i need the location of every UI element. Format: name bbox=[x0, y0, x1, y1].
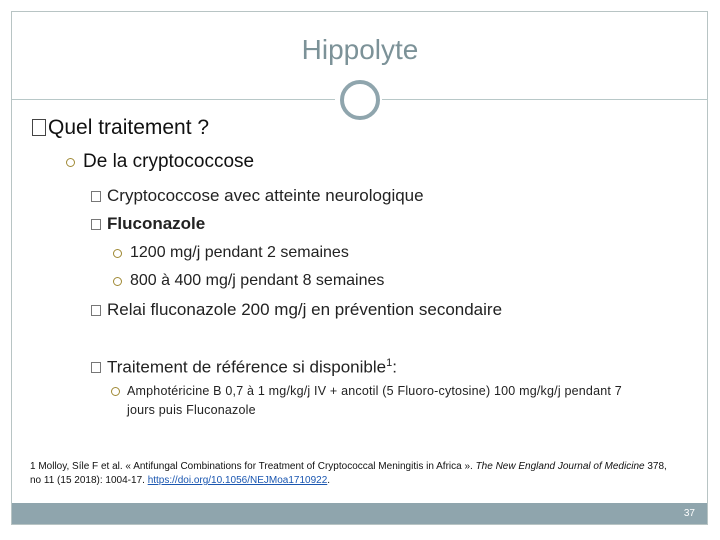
topic-text: De la cryptococcose bbox=[83, 151, 255, 172]
list-item-dose-2 bbox=[113, 272, 384, 290]
title-divider-left bbox=[12, 99, 335, 100]
relay-text: Relai fluconazole 200 mg/j en prévention secondaire bbox=[107, 300, 503, 319]
ring-bullet-icon bbox=[66, 158, 75, 167]
square-bullet-icon bbox=[91, 362, 101, 373]
footnote-text-a: 1 Molloy, Síle F et al. « Antifungal Combinations for Treatment of Cryptococcal Meningitis in Africa ». bbox=[30, 461, 476, 472]
square-bullet-icon bbox=[91, 305, 101, 316]
doi-link[interactable]: https://doi.org/10.1056/NEJMoa1710922 bbox=[147, 475, 328, 486]
footer-bar bbox=[12, 503, 707, 524]
ring-bullet-icon bbox=[113, 277, 122, 286]
footnote bbox=[30, 460, 680, 488]
dose2-text: 800 à 400 mg/j pendant 8 semaines bbox=[130, 272, 385, 289]
fluconazole-text: Fluconazole bbox=[107, 214, 206, 233]
reference-superscript: 1 bbox=[386, 357, 393, 369]
ring-bullet-icon bbox=[111, 387, 120, 396]
cns-text: Cryptococcose avec atteinte neurologique bbox=[107, 186, 424, 205]
reference-detail: Amphotéricine B 0,7 à 1 mg/kg/j IV + ancotil (5 Fluoro-cytosine) 100 mg/kg/j pendant 7 jours puis Fluconazole bbox=[127, 384, 622, 417]
page-number: 37 bbox=[683, 508, 695, 519]
reference-text bbox=[107, 357, 397, 378]
square-bullet-icon bbox=[91, 191, 101, 202]
footnote-journal: The New England Journal of Medicine bbox=[475, 461, 645, 472]
dose1-text: 1200 mg/j pendant 2 semaines bbox=[130, 244, 349, 261]
footnote-end: . bbox=[327, 475, 331, 486]
reference-suffix: : bbox=[392, 357, 397, 377]
missing-glyph-icon bbox=[32, 119, 46, 136]
question-heading bbox=[32, 116, 209, 140]
title-divider-right bbox=[382, 99, 708, 100]
slide-title: Hippolyte bbox=[301, 34, 419, 65]
reference-prefix: Traitement de référence si disponible bbox=[107, 357, 387, 377]
list-item-cns bbox=[91, 186, 424, 206]
question-text: Quel traitement ? bbox=[48, 116, 210, 139]
title-ring-ornament bbox=[340, 80, 380, 120]
ring-bullet-icon bbox=[113, 249, 122, 258]
list-item-reference bbox=[91, 357, 397, 378]
list-item-fluconazole bbox=[91, 214, 205, 234]
square-bullet-icon bbox=[91, 219, 101, 230]
topic-line bbox=[66, 151, 254, 173]
list-item-dose-1 bbox=[113, 244, 349, 262]
footnote-text-b: 378, no 11 (15 2018): 1004‑17. bbox=[30, 461, 667, 486]
list-item-relay bbox=[91, 300, 502, 320]
